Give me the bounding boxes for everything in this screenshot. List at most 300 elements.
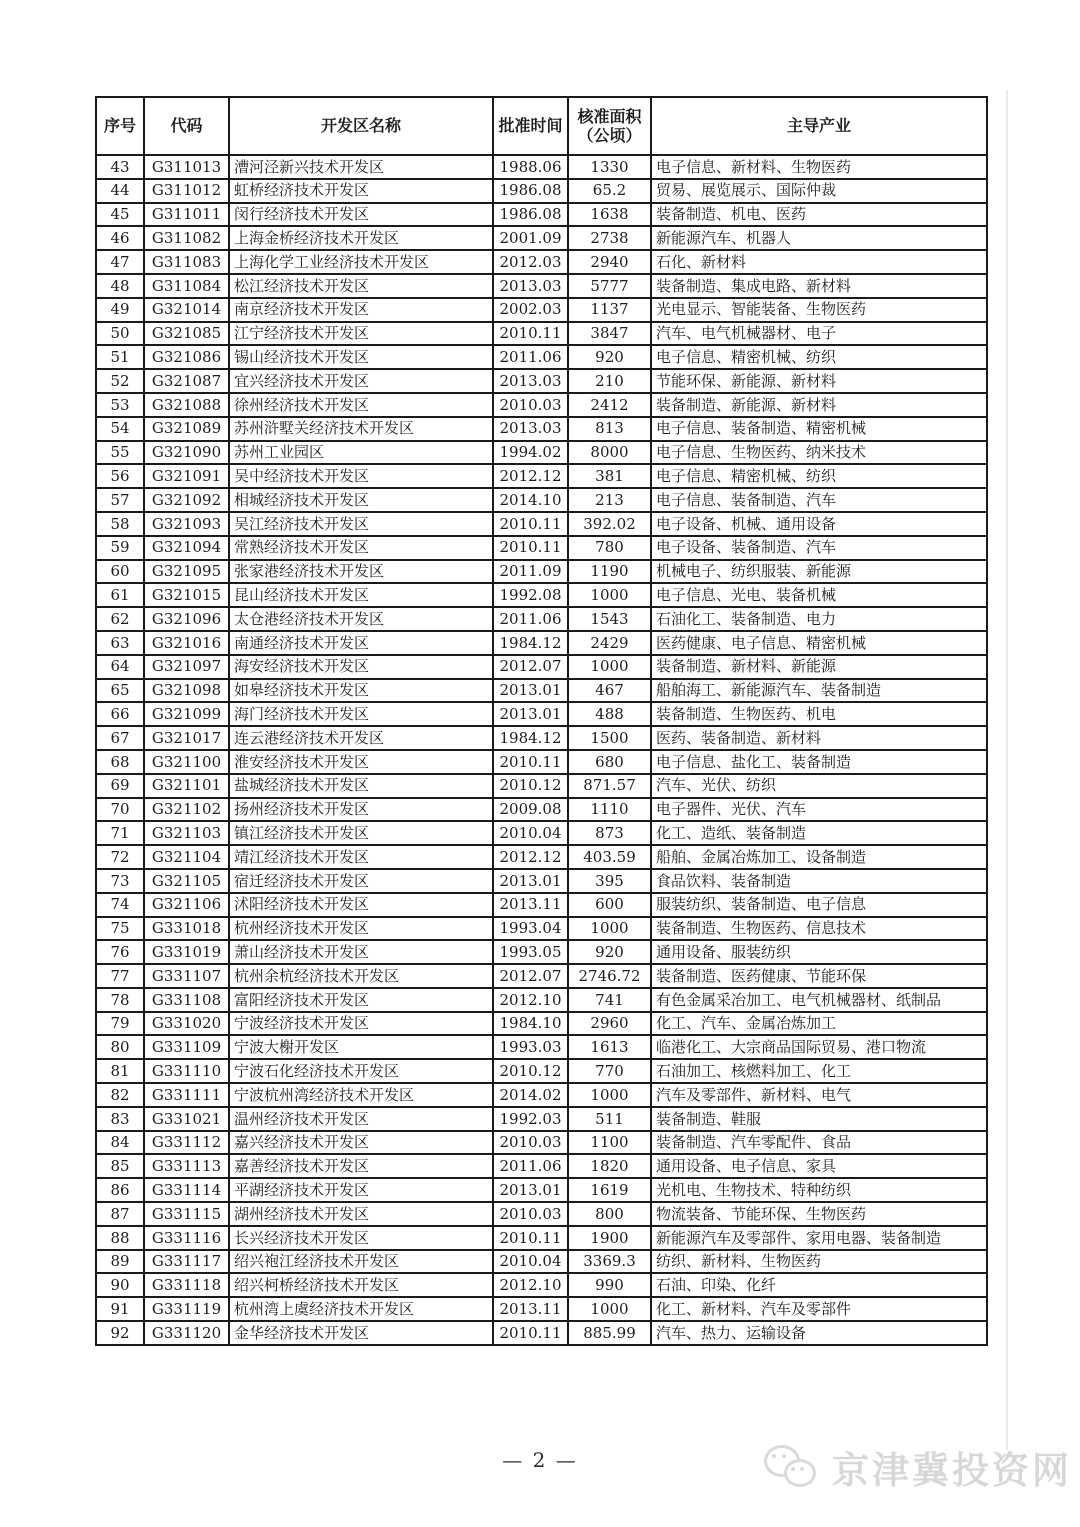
row-time-cell: 2010.12 (493, 774, 568, 798)
row-index-cell: 86 (96, 1178, 144, 1202)
row-industries-cell: 新能源汽车、机器人 (651, 226, 987, 250)
table-row (96, 464, 987, 488)
row-index-cell: 84 (96, 1131, 144, 1155)
row-code-cell: G331108 (144, 988, 229, 1012)
row-name-cell: 江宁经济技术开发区 (229, 322, 493, 346)
row-area-cell: 1000 (568, 917, 651, 941)
row-name-cell: 闵行经济技术开发区 (229, 203, 493, 227)
row-time-cell: 2010.11 (493, 1321, 568, 1345)
row-index-cell: 88 (96, 1226, 144, 1250)
row-industries-cell: 医药健康、电子信息、精密机械 (651, 631, 987, 655)
row-time-cell: 2013.01 (493, 702, 568, 726)
table-row (96, 917, 987, 941)
row-area-cell: 1543 (568, 607, 651, 631)
table-row (96, 774, 987, 798)
row-area-cell: 1820 (568, 1154, 651, 1178)
row-industries-cell: 电子信息、盐化工、装备制造 (651, 750, 987, 774)
row-industries-cell: 船舶海工、新能源汽车、装备制造 (651, 679, 987, 703)
row-industries-cell: 通用设备、服装纺织 (651, 940, 987, 964)
row-time-cell: 1992.08 (493, 583, 568, 607)
row-code-cell: G331116 (144, 1226, 229, 1250)
row-code-cell: G321088 (144, 393, 229, 417)
row-name-cell: 连云港经济技术开发区 (229, 726, 493, 750)
row-index-cell: 50 (96, 322, 144, 346)
table-row (96, 1154, 987, 1178)
row-area-cell: 395 (568, 869, 651, 893)
row-area-cell: 2746.72 (568, 964, 651, 988)
row-area-cell: 800 (568, 1202, 651, 1226)
row-industries-cell: 纺织、新材料、生物医药 (651, 1250, 987, 1274)
row-name-cell: 宁波大榭开发区 (229, 1035, 493, 1059)
row-industries-cell: 装备制造、生物医药、信息技术 (651, 917, 987, 941)
row-code-cell: G321105 (144, 869, 229, 893)
row-index-cell: 92 (96, 1321, 144, 1345)
table-row (96, 179, 987, 203)
row-industries-cell: 节能环保、新能源、新材料 (651, 369, 987, 393)
row-index-cell: 68 (96, 750, 144, 774)
row-industries-cell: 装备制造、医药健康、节能环保 (651, 964, 987, 988)
row-area-cell: 1190 (568, 560, 651, 584)
row-name-cell: 上海金桥经济技术开发区 (229, 226, 493, 250)
table-row (96, 940, 987, 964)
row-time-cell: 2010.12 (493, 1059, 568, 1083)
row-time-cell: 1984.10 (493, 1012, 568, 1036)
row-name-cell: 锡山经济技术开发区 (229, 345, 493, 369)
table-row (96, 274, 987, 298)
row-area-cell: 210 (568, 369, 651, 393)
row-name-cell: 上海化学工业经济技术开发区 (229, 250, 493, 274)
row-code-cell: G331018 (144, 917, 229, 941)
row-industries-cell: 化工、新材料、汽车及零部件 (651, 1297, 987, 1321)
col-header-area (568, 97, 651, 155)
row-time-cell: 1986.08 (493, 203, 568, 227)
row-industries-cell: 化工、汽车、金属冶炼加工 (651, 1012, 987, 1036)
row-industries-cell: 装备制造、生物医药、机电 (651, 702, 987, 726)
row-index-cell: 52 (96, 369, 144, 393)
row-industries-cell: 电子信息、生物医药、纳米技术 (651, 441, 987, 465)
row-area-cell: 780 (568, 536, 651, 560)
row-area-cell: 2412 (568, 393, 651, 417)
row-code-cell: G321089 (144, 417, 229, 441)
row-index-cell: 69 (96, 774, 144, 798)
row-time-cell: 2013.03 (493, 369, 568, 393)
col-header-approval-time: 批准时间 (493, 97, 568, 155)
row-code-cell: G321093 (144, 512, 229, 536)
row-code-cell: G331019 (144, 940, 229, 964)
row-area-cell: 885.99 (568, 1321, 651, 1345)
table-row (96, 655, 987, 679)
row-name-cell: 宿迁经济技术开发区 (229, 869, 493, 893)
col-header-area-line2: （公顷） (577, 126, 642, 145)
row-index-cell: 55 (96, 441, 144, 465)
row-code-cell: G311084 (144, 274, 229, 298)
row-area-cell: 990 (568, 1273, 651, 1297)
row-time-cell: 2010.11 (493, 322, 568, 346)
table-row (96, 512, 987, 536)
row-area-cell: 600 (568, 893, 651, 917)
row-time-cell: 1984.12 (493, 726, 568, 750)
row-code-cell: G321014 (144, 298, 229, 322)
row-code-cell: G321099 (144, 702, 229, 726)
row-industries-cell: 石油、印染、化纤 (651, 1273, 987, 1297)
row-index-cell: 76 (96, 940, 144, 964)
row-code-cell: G331112 (144, 1131, 229, 1155)
row-index-cell: 64 (96, 655, 144, 679)
row-industries-cell: 电子设备、装备制造、汽车 (651, 536, 987, 560)
table-row (96, 679, 987, 703)
table-body (96, 155, 987, 1345)
row-area-cell: 1330 (568, 155, 651, 179)
table-row (96, 1107, 987, 1131)
row-industries-cell: 石油加工、核燃料加工、化工 (651, 1059, 987, 1083)
row-area-cell: 871.57 (568, 774, 651, 798)
row-name-cell: 镇江经济技术开发区 (229, 821, 493, 845)
row-area-cell: 3847 (568, 322, 651, 346)
row-name-cell: 吴江经济技术开发区 (229, 512, 493, 536)
row-time-cell: 2012.03 (493, 250, 568, 274)
row-industries-cell: 装备制造、新能源、新材料 (651, 393, 987, 417)
row-index-cell: 58 (96, 512, 144, 536)
row-name-cell: 淮安经济技术开发区 (229, 750, 493, 774)
row-code-cell: G311013 (144, 155, 229, 179)
row-index-cell: 46 (96, 226, 144, 250)
row-industries-cell: 装备制造、新材料、新能源 (651, 655, 987, 679)
table-row (96, 1250, 987, 1274)
wechat-logo-icon (764, 1443, 822, 1491)
row-index-cell: 90 (96, 1273, 144, 1297)
row-code-cell: G321090 (144, 441, 229, 465)
row-code-cell: G321092 (144, 488, 229, 512)
row-name-cell: 太仓港经济技术开发区 (229, 607, 493, 631)
row-time-cell: 2013.03 (493, 274, 568, 298)
row-area-cell: 2738 (568, 226, 651, 250)
row-industries-cell: 汽车、光伏、纺织 (651, 774, 987, 798)
row-index-cell: 53 (96, 393, 144, 417)
row-time-cell: 2012.12 (493, 845, 568, 869)
row-time-cell: 1984.12 (493, 631, 568, 655)
row-industries-cell: 机械电子、纺织服装、新能源 (651, 560, 987, 584)
row-area-cell: 873 (568, 821, 651, 845)
table-row (96, 964, 987, 988)
row-name-cell: 靖江经济技术开发区 (229, 845, 493, 869)
row-industries-cell: 有色金属采冶加工、电气机械器材、纸制品 (651, 988, 987, 1012)
row-area-cell: 8000 (568, 441, 651, 465)
row-industries-cell: 汽车、电气机械器材、电子 (651, 322, 987, 346)
row-industries-cell: 电子信息、精密机械、纺织 (651, 345, 987, 369)
row-time-cell: 2013.03 (493, 417, 568, 441)
row-code-cell: G331111 (144, 1083, 229, 1107)
table-row (96, 1131, 987, 1155)
table-header (96, 97, 987, 155)
row-index-cell: 82 (96, 1083, 144, 1107)
row-name-cell: 温州经济技术开发区 (229, 1107, 493, 1131)
table-row (96, 1297, 987, 1321)
row-code-cell: G321087 (144, 369, 229, 393)
table-row (96, 322, 987, 346)
row-area-cell: 2960 (568, 1012, 651, 1036)
table-row (96, 893, 987, 917)
row-index-cell: 74 (96, 893, 144, 917)
table-row (96, 702, 987, 726)
row-industries-cell: 汽车、热力、运输设备 (651, 1321, 987, 1345)
table-row (96, 988, 987, 1012)
table-row (96, 203, 987, 227)
row-time-cell: 2011.09 (493, 560, 568, 584)
row-area-cell: 1638 (568, 203, 651, 227)
row-code-cell: G321100 (144, 750, 229, 774)
row-area-cell: 5777 (568, 274, 651, 298)
row-time-cell: 2012.07 (493, 964, 568, 988)
row-name-cell: 苏州工业园区 (229, 441, 493, 465)
row-area-cell: 920 (568, 940, 651, 964)
table-row (96, 631, 987, 655)
row-industries-cell: 装备制造、汽车零配件、食品 (651, 1131, 987, 1155)
row-index-cell: 60 (96, 560, 144, 584)
row-time-cell: 2010.04 (493, 1250, 568, 1274)
row-name-cell: 金华经济技术开发区 (229, 1321, 493, 1345)
row-area-cell: 1619 (568, 1178, 651, 1202)
table-row (96, 750, 987, 774)
row-code-cell: G321015 (144, 583, 229, 607)
row-code-cell: G321094 (144, 536, 229, 560)
col-header-name: 开发区名称 (229, 97, 493, 155)
table-row (96, 1035, 987, 1059)
row-name-cell: 萧山经济技术开发区 (229, 940, 493, 964)
row-area-cell: 680 (568, 750, 651, 774)
row-index-cell: 51 (96, 345, 144, 369)
row-time-cell: 2012.12 (493, 464, 568, 488)
row-index-cell: 89 (96, 1250, 144, 1274)
table-row (96, 821, 987, 845)
row-time-cell: 1992.03 (493, 1107, 568, 1131)
row-time-cell: 2010.11 (493, 536, 568, 560)
table-row (96, 560, 987, 584)
row-index-cell: 48 (96, 274, 144, 298)
table-row (96, 298, 987, 322)
row-index-cell: 47 (96, 250, 144, 274)
row-code-cell: G321095 (144, 560, 229, 584)
row-area-cell: 403.59 (568, 845, 651, 869)
row-name-cell: 长兴经济技术开发区 (229, 1226, 493, 1250)
row-name-cell: 苏州浒墅关经济技术开发区 (229, 417, 493, 441)
row-name-cell: 张家港经济技术开发区 (229, 560, 493, 584)
row-code-cell: G321101 (144, 774, 229, 798)
row-index-cell: 78 (96, 988, 144, 1012)
table-row (96, 583, 987, 607)
row-time-cell: 2013.11 (493, 1297, 568, 1321)
row-time-cell: 2012.07 (493, 655, 568, 679)
row-industries-cell: 服装纺织、装备制造、电子信息 (651, 893, 987, 917)
row-industries-cell: 装备制造、集成电路、新材料 (651, 274, 987, 298)
row-time-cell: 2011.06 (493, 1154, 568, 1178)
row-time-cell: 1986.08 (493, 179, 568, 203)
table-row (96, 226, 987, 250)
row-index-cell: 91 (96, 1297, 144, 1321)
row-industries-cell: 石油化工、装备制造、电力 (651, 607, 987, 631)
row-time-cell: 2001.09 (493, 226, 568, 250)
row-area-cell: 1000 (568, 583, 651, 607)
row-area-cell: 1000 (568, 1083, 651, 1107)
row-area-cell: 741 (568, 988, 651, 1012)
row-index-cell: 54 (96, 417, 144, 441)
row-area-cell: 1100 (568, 1131, 651, 1155)
row-name-cell: 松江经济技术开发区 (229, 274, 493, 298)
row-code-cell: G311012 (144, 179, 229, 203)
row-code-cell: G321016 (144, 631, 229, 655)
row-time-cell: 2011.06 (493, 345, 568, 369)
row-index-cell: 57 (96, 488, 144, 512)
table-row (96, 869, 987, 893)
row-name-cell: 富阳经济技术开发区 (229, 988, 493, 1012)
row-index-cell: 59 (96, 536, 144, 560)
row-industries-cell: 物流装备、节能环保、生物医药 (651, 1202, 987, 1226)
row-name-cell: 绍兴柯桥经济技术开发区 (229, 1273, 493, 1297)
row-time-cell: 1993.03 (493, 1035, 568, 1059)
row-time-cell: 2012.10 (493, 988, 568, 1012)
row-index-cell: 73 (96, 869, 144, 893)
row-name-cell: 嘉善经济技术开发区 (229, 1154, 493, 1178)
site-watermark (764, 1440, 1072, 1494)
row-area-cell: 1000 (568, 1297, 651, 1321)
table-row (96, 345, 987, 369)
row-area-cell: 2429 (568, 631, 651, 655)
row-time-cell: 2010.04 (493, 821, 568, 845)
row-area-cell: 381 (568, 464, 651, 488)
row-industries-cell: 石化、新材料 (651, 250, 987, 274)
row-area-cell: 65.2 (568, 179, 651, 203)
row-index-cell: 71 (96, 821, 144, 845)
row-index-cell: 80 (96, 1035, 144, 1059)
row-name-cell: 宜兴经济技术开发区 (229, 369, 493, 393)
row-index-cell: 81 (96, 1059, 144, 1083)
row-index-cell: 63 (96, 631, 144, 655)
header-row (96, 97, 987, 155)
row-time-cell: 1993.04 (493, 917, 568, 941)
row-code-cell: G321085 (144, 322, 229, 346)
table-row (96, 1083, 987, 1107)
row-time-cell: 2010.11 (493, 1226, 568, 1250)
row-name-cell: 扬州经济技术开发区 (229, 798, 493, 822)
row-area-cell: 920 (568, 345, 651, 369)
page-number: — 2 — (502, 1448, 578, 1472)
row-industries-cell: 电子信息、光电、装备机械 (651, 583, 987, 607)
row-time-cell: 2010.03 (493, 393, 568, 417)
row-area-cell: 488 (568, 702, 651, 726)
row-code-cell: G311011 (144, 203, 229, 227)
row-name-cell: 虹桥经济技术开发区 (229, 179, 493, 203)
watermark-site-name: 京津冀投资网 (832, 1449, 1072, 1492)
row-index-cell: 87 (96, 1202, 144, 1226)
table-row (96, 417, 987, 441)
row-code-cell: G331117 (144, 1250, 229, 1274)
row-area-cell: 813 (568, 417, 651, 441)
row-time-cell: 2013.01 (493, 1178, 568, 1202)
row-area-cell: 1000 (568, 655, 651, 679)
row-industries-cell: 装备制造、鞋服 (651, 1107, 987, 1131)
col-header-code: 代码 (144, 97, 229, 155)
row-time-cell: 2011.06 (493, 607, 568, 631)
row-time-cell: 2010.03 (493, 1131, 568, 1155)
table-row (96, 1321, 987, 1345)
row-code-cell: G321097 (144, 655, 229, 679)
row-name-cell: 漕河泾新兴技术开发区 (229, 155, 493, 179)
row-industries-cell: 电子器件、光伏、汽车 (651, 798, 987, 822)
row-name-cell: 杭州湾上虞经济技术开发区 (229, 1297, 493, 1321)
row-code-cell: G331107 (144, 964, 229, 988)
row-area-cell: 3369.3 (568, 1250, 651, 1274)
table-row (96, 536, 987, 560)
row-industries-cell: 贸易、展览展示、国际仲裁 (651, 179, 987, 203)
row-name-cell: 南京经济技术开发区 (229, 298, 493, 322)
col-header-index: 序号 (96, 97, 144, 155)
row-industries-cell: 光电显示、智能装备、生物医药 (651, 298, 987, 322)
row-industries-cell: 装备制造、机电、医药 (651, 203, 987, 227)
row-code-cell: G321098 (144, 679, 229, 703)
row-index-cell: 75 (96, 917, 144, 941)
row-name-cell: 嘉兴经济技术开发区 (229, 1131, 493, 1155)
row-index-cell: 72 (96, 845, 144, 869)
table-row (96, 1012, 987, 1036)
row-code-cell: G331114 (144, 1178, 229, 1202)
table-row (96, 1202, 987, 1226)
row-time-cell: 2013.11 (493, 893, 568, 917)
row-name-cell: 如皋经济技术开发区 (229, 679, 493, 703)
row-code-cell: G331110 (144, 1059, 229, 1083)
row-index-cell: 43 (96, 155, 144, 179)
row-index-cell: 56 (96, 464, 144, 488)
row-index-cell: 67 (96, 726, 144, 750)
row-code-cell: G311082 (144, 226, 229, 250)
row-time-cell: 1988.06 (493, 155, 568, 179)
row-industries-cell: 电子信息、装备制造、汽车 (651, 488, 987, 512)
row-industries-cell: 电子信息、精密机械、纺织 (651, 464, 987, 488)
row-index-cell: 49 (96, 298, 144, 322)
row-area-cell: 392.02 (568, 512, 651, 536)
row-time-cell: 2010.03 (493, 1202, 568, 1226)
row-time-cell: 2010.11 (493, 750, 568, 774)
row-code-cell: G321086 (144, 345, 229, 369)
development-zones-table (95, 96, 988, 1346)
col-header-area-line1: 核准面积 (577, 106, 642, 126)
row-name-cell: 海安经济技术开发区 (229, 655, 493, 679)
row-time-cell: 2009.08 (493, 798, 568, 822)
row-index-cell: 65 (96, 679, 144, 703)
row-time-cell: 2013.01 (493, 869, 568, 893)
table-row (96, 1273, 987, 1297)
row-name-cell: 徐州经济技术开发区 (229, 393, 493, 417)
row-code-cell: G331115 (144, 1202, 229, 1226)
row-area-cell: 1110 (568, 798, 651, 822)
row-area-cell: 770 (568, 1059, 651, 1083)
row-code-cell: G331113 (144, 1154, 229, 1178)
row-name-cell: 宁波杭州湾经济技术开发区 (229, 1083, 493, 1107)
row-area-cell: 1137 (568, 298, 651, 322)
row-name-cell: 平湖经济技术开发区 (229, 1178, 493, 1202)
row-index-cell: 44 (96, 179, 144, 203)
row-time-cell: 1993.05 (493, 940, 568, 964)
row-index-cell: 61 (96, 583, 144, 607)
row-code-cell: G321106 (144, 893, 229, 917)
table-row (96, 726, 987, 750)
row-area-cell: 511 (568, 1107, 651, 1131)
table-row (96, 798, 987, 822)
row-index-cell: 62 (96, 607, 144, 631)
row-name-cell: 海门经济技术开发区 (229, 702, 493, 726)
row-industries-cell: 光机电、生物技术、特种纺织 (651, 1178, 987, 1202)
row-industries-cell: 医药、装备制造、新材料 (651, 726, 987, 750)
table-row (96, 607, 987, 631)
table-row (96, 369, 987, 393)
